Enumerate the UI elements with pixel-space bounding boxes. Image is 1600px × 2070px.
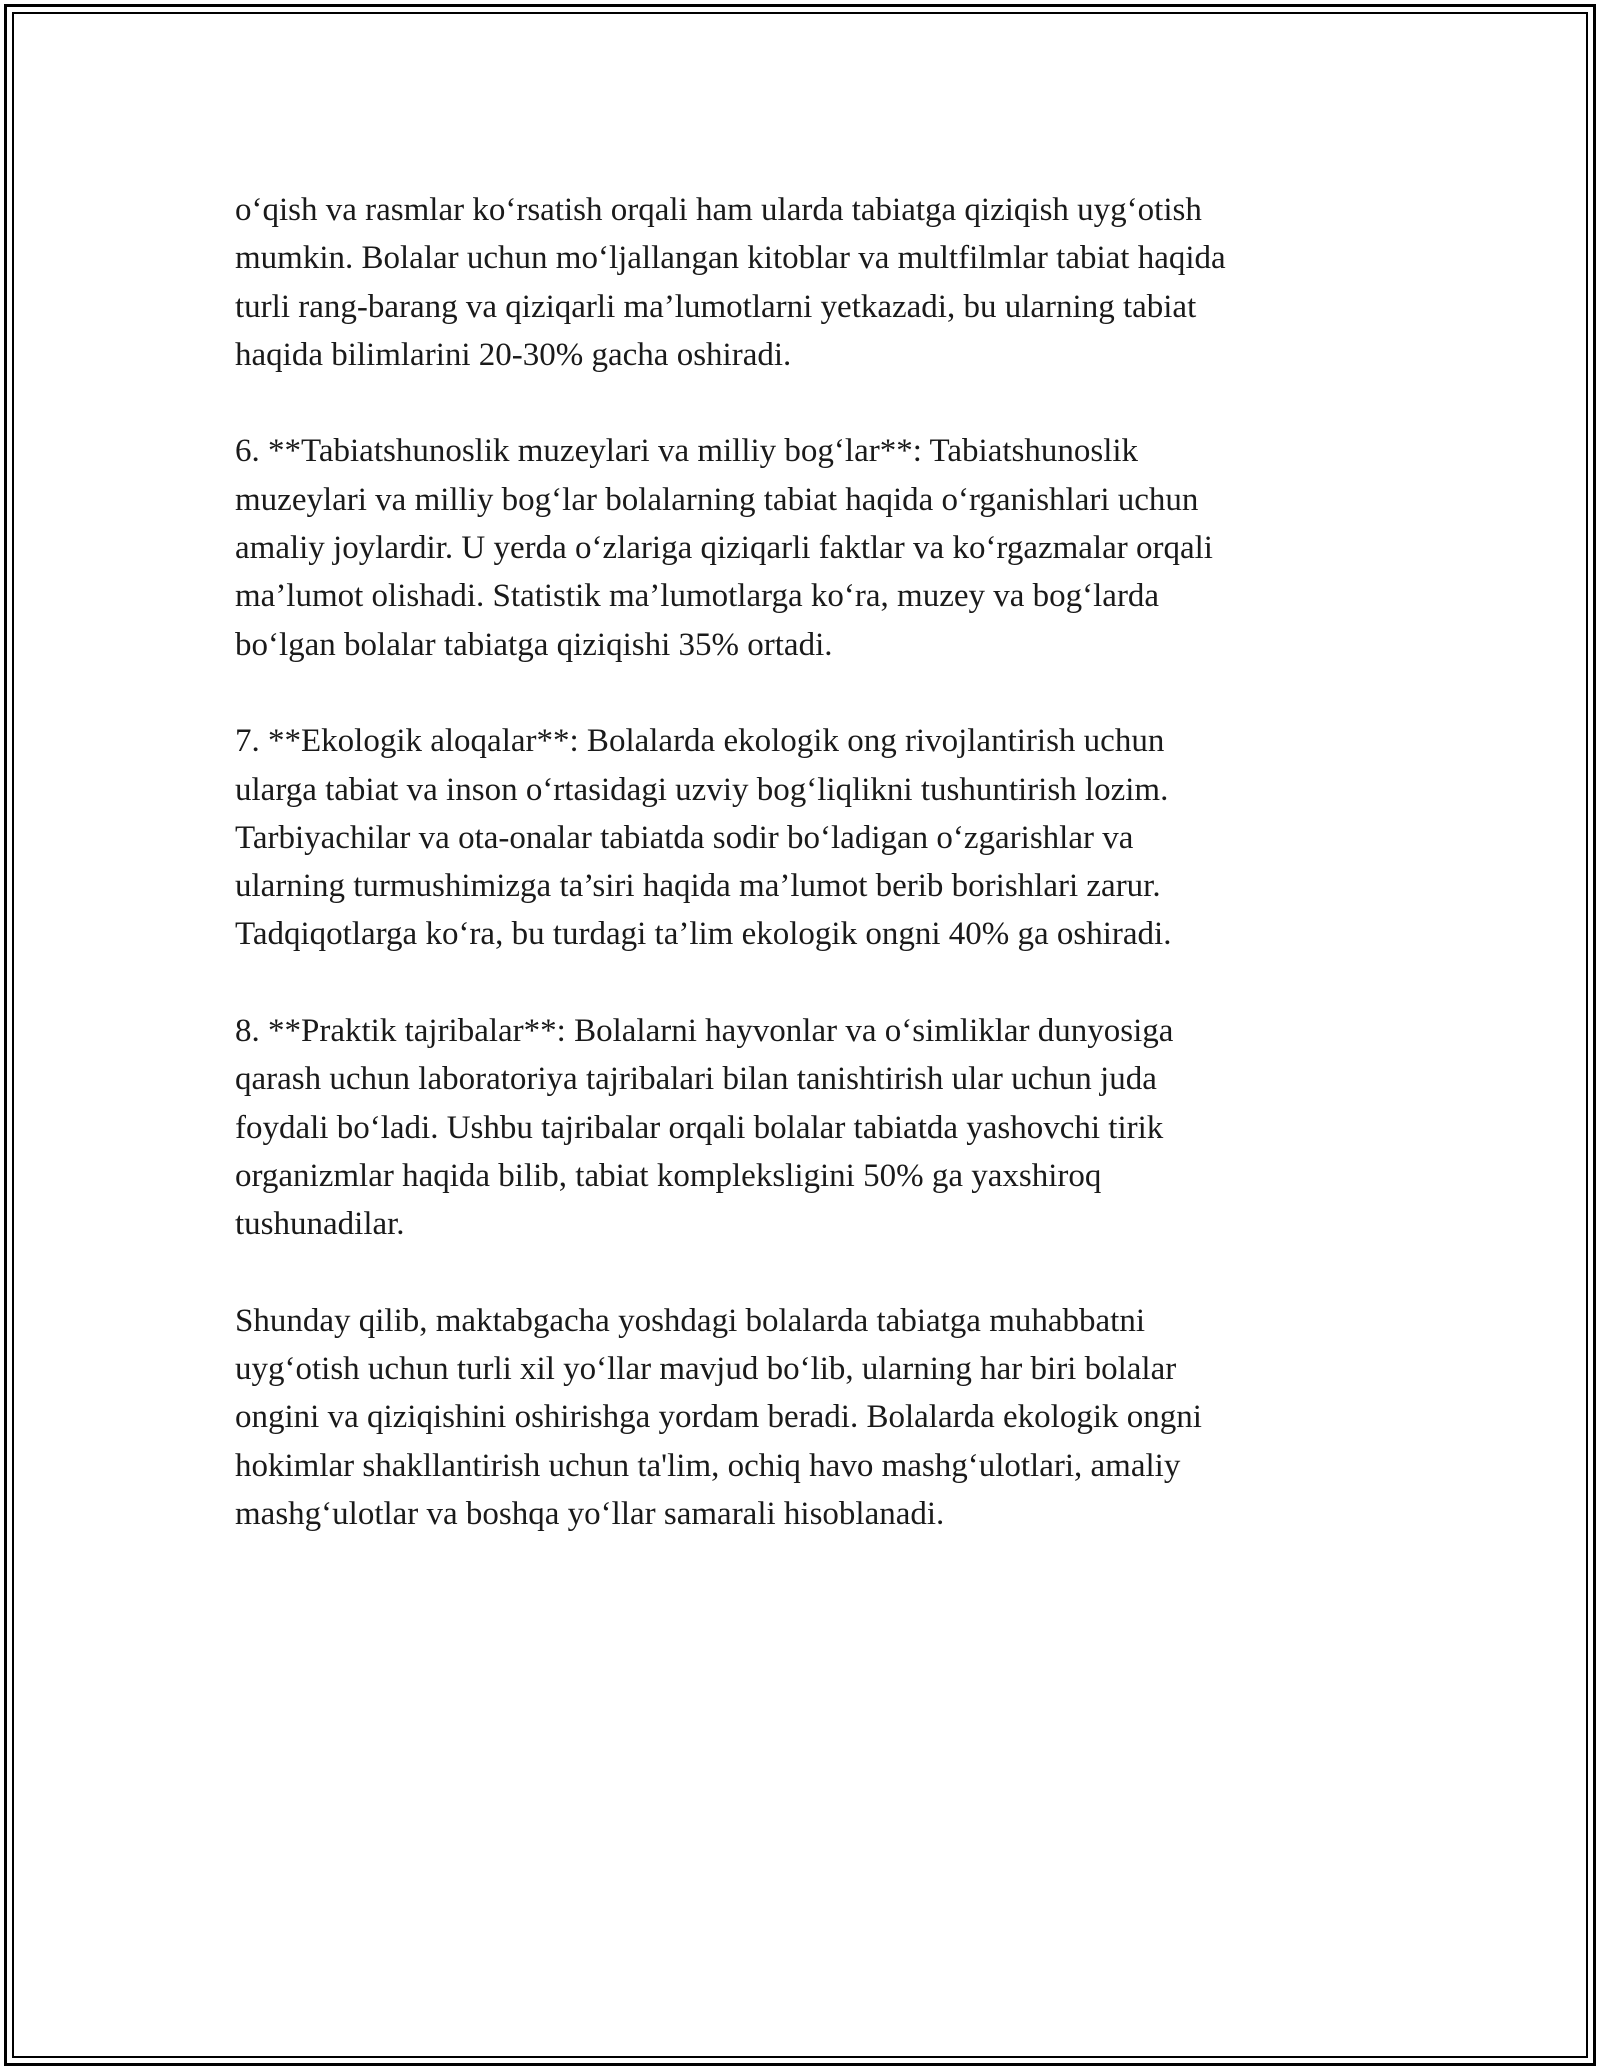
paragraph-intro: o‘qish va rasmlar ko‘rsatish orqali ham ularda tabiatga qiziqish uyg‘otish mumkin. Bolalar uchun mo‘ljallangan kitoblar va multfilmlar tabiat haqida turli rang-barang va qiziqarli ma’lumotlarni yetkazadi, bu ularning tabiat haqida bilimlarini 20-30% gacha oshiradi. <box>235 192 1226 373</box>
document-body <box>235 186 1375 1587</box>
paragraph-ecological-links: 7. **Ekologik aloqalar**: Bolalarda ekologik ong rivojlantirish uchun ularga tabiat va inson o‘rtasidagi uzviy bog‘liqlikni tushuntirish lozim. Tarbiyachilar va ota-onalar tabiatda sodir bo‘ladigan o‘zgarishlar va ularning turmushimizga ta’siri haqida ma’lumot berib borishlari zarur. Tadqiqotlarga ko‘ra, bu turdagi ta’lim ekologik ongni 40% ga oshiradi. <box>235 723 1172 953</box>
paragraph-conclusion: Shunday qilib, maktabgacha yoshdagi bolalarda tabiatga muhabbatni uyg‘otish uchun turli xil yo‘llar mavjud bo‘lib, ularning har biri bolalar ongini va qiziqishini oshirishga yordam beradi. Bolalarda ekologik ongni hokimlar shakllantirish uchun ta'lim, ochiq havo mashg‘ulotlari, amaliy mashg‘ulotlar va boshqa yo‘llar samarali hisoblanadi. <box>235 1302 1202 1533</box>
paragraph-museums-parks: 6. **Tabiatshunoslik muzeylari va milliy bog‘lar**: Tabiatshunoslik muzeylari va milliy bog‘lar bolalarning tabiat haqida o‘rganishlari uchun amaliy joylardir. U yerda o‘zlariga qiziqarli faktlar va ko‘rgazmalar orqali ma’lumot olishadi. Statistik ma’lumotlarga ko‘ra, muzey va bog‘larda bo‘lgan bolalar tabiatga qiziqishi 35% ortadi. <box>235 433 1213 663</box>
paragraph-practical-experiments: 8. **Praktik tajribalar**: Bolalarni hayvonlar va o‘simliklar dunyosiga qarash uchun laboratoriya tajribalari bilan tanishtirish ular uchun juda foydali bo‘ladi. Ushbu tajribalar orqali bolalar tabiatda yashovchi tirik organizmlar haqida bilib, tabiat kompleksligini 50% ga yaxshiroq tushunadilar. <box>235 1013 1174 1243</box>
